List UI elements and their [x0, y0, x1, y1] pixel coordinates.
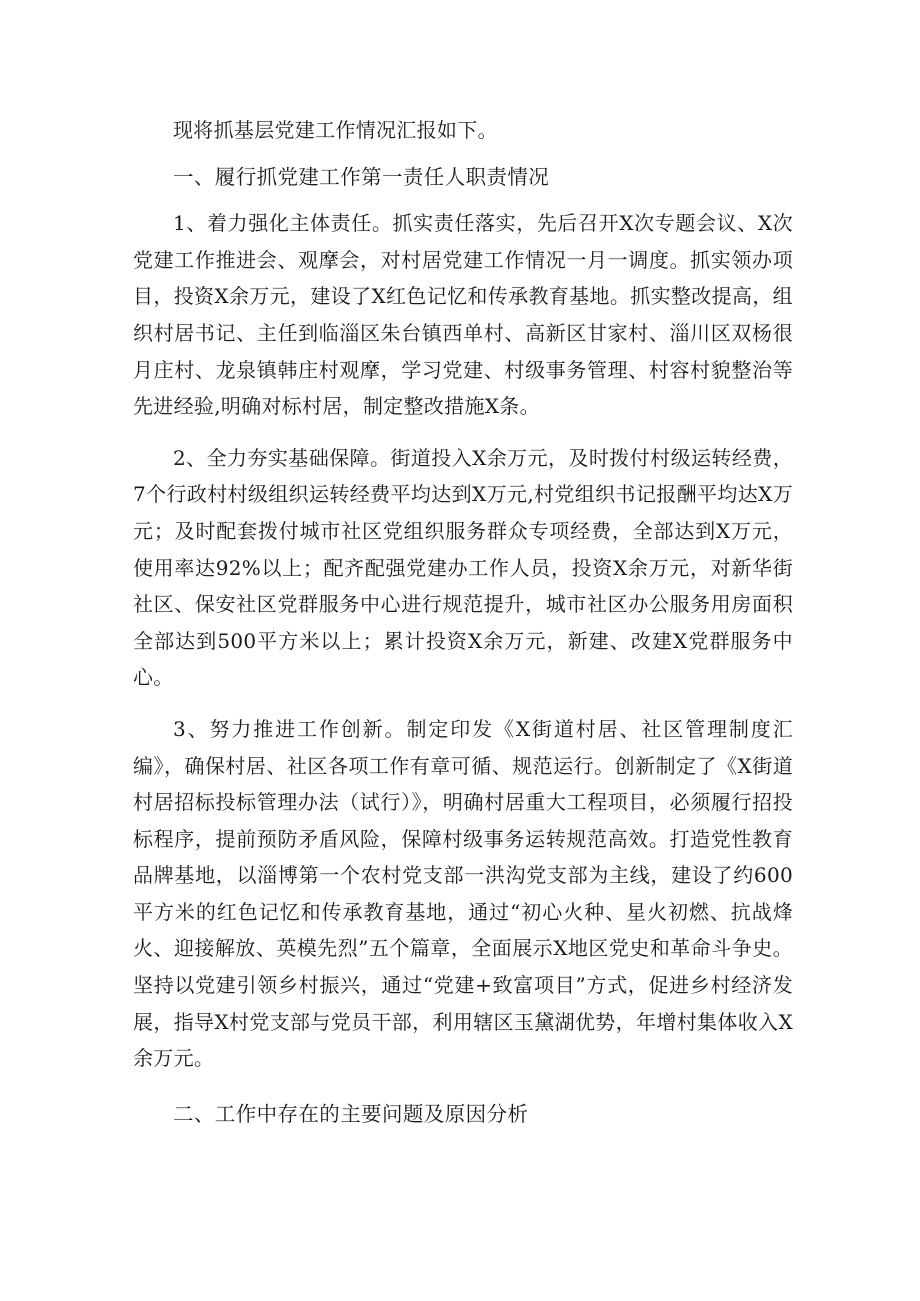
intro-paragraph: 现将抓基层党建工作情况汇报如下。 — [173, 118, 498, 142]
paragraph-3: 3、努力推进工作创新。制定印发《X街道村居、社区管理制度汇编》，确保村居、社区各项工作有章可循、规范运行。创新制定了《X街道村居招标投标管理办法（试行）》，明确村居重大工程项目，必须履行招投标程序，提前预防矛盾风险，保障村级事务运转规范高效。打造党性教育品牌基地，以淄博第一个农村党支部一洪沟党支部为主线，建设了约600平方米的红色记忆和传承教育基地，通过“初心火种、星火初燃、抗战烽火、迎接解放、英模先烈”五个篇章，全面展示X地区党史和革命斗争史。坚持以党建引领乡村振兴，通过“党建+致富项目”方式，促进乡村经济发展，指导X村党支部与党员干部，利用辖区玉黛湖优势，年增村集体收入X余万元。 — [133, 716, 793, 1071]
paragraph-2: 2、全力夯实基础保障。街道投入X余万元，及时拨付村级运转经费，7个行政村村级组织运转经费平均达到X万元,村党组织书记报酬平均达X万元；及时配套拨付城市社区党组织服务群众专项经费，全部达到X万元，使用率达92%以上；配齐配强党建办工作人员，投资X余万元，对新华街社区、保安社区党群服务中心进行规范提升，城市社区办公服务用房面积全部达到500平方米以上；累计投资X余万元，新建、改建X党群服务中心。 — [133, 445, 793, 690]
document-body — [133, 112, 793, 1132]
section-heading-1: 一、履行抓党建工作第一责任人职责情况 — [173, 164, 550, 189]
paragraph-1: 1、着力强化主体责任。抓实责任落实，先后召开X次专题会议、X次党建工作推进会、观摩会，对村居党建工作情况一月一调度。抓实领办项目，投资X余万元，建设了X红色记忆和传承教育基地。抓实整改提高，组织村居书记、主任到临淄区朱台镇西单村、高新区甘家村、淄川区双杨很月庄村、龙泉镇韩庄村观摩，学习党建、村级事务管理、村容村貌整治等先进经验,明确对标村居，制定整改措施X条。 — [133, 211, 793, 419]
section-heading-2: 二、工作中存在的主要问题及原因分析 — [173, 1101, 529, 1126]
